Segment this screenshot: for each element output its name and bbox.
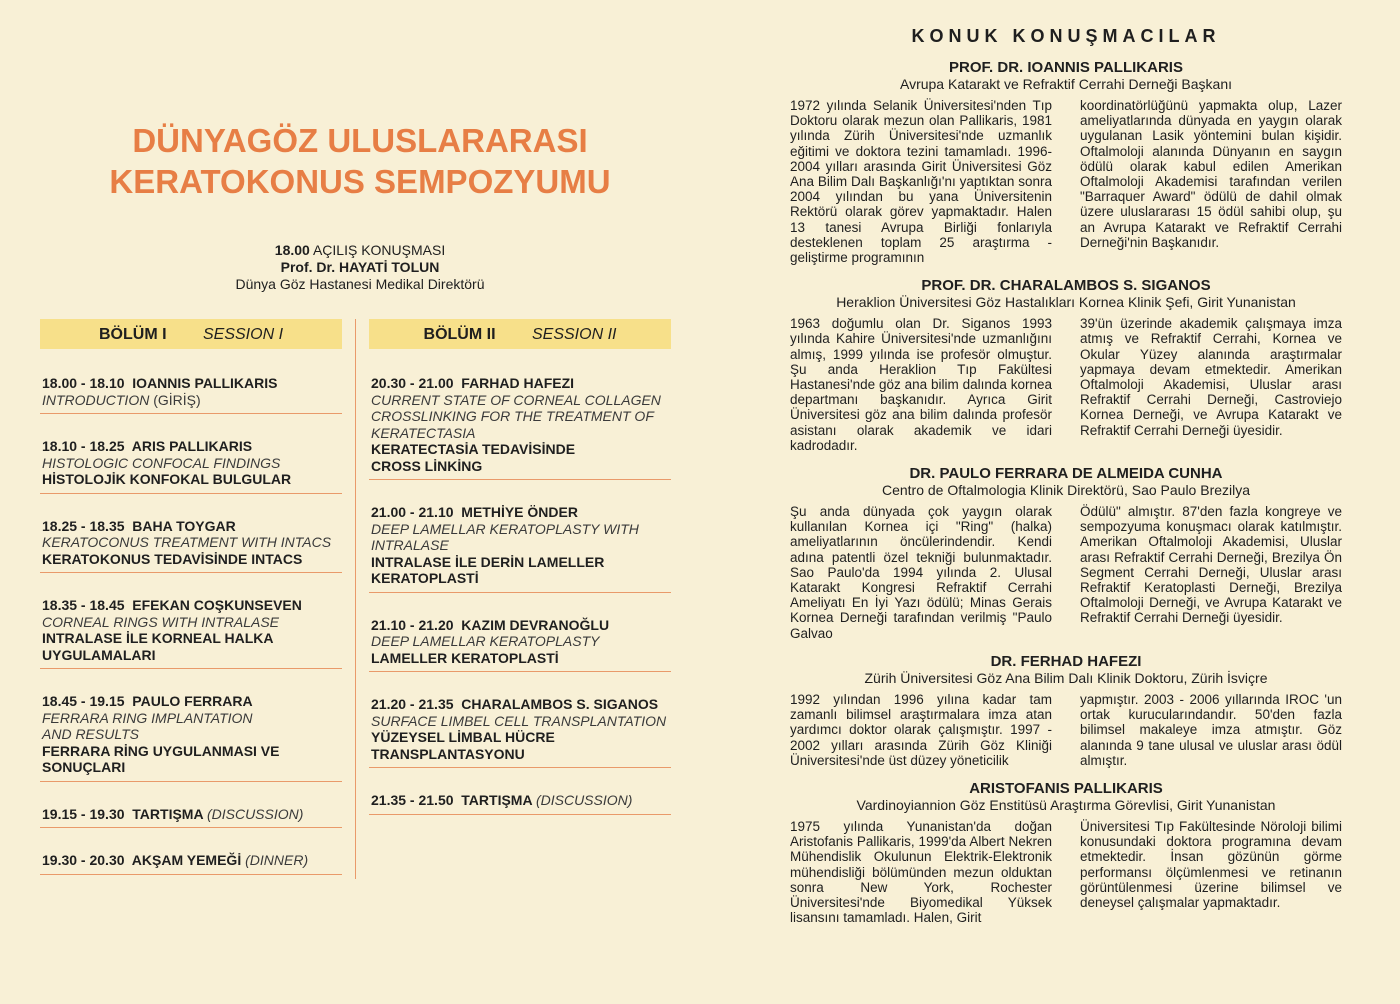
program-item xyxy=(369,696,671,768)
item-heading xyxy=(371,696,669,713)
item-title-tr: INTRALASE İLE KORNEAL HALKA UYGULAMALARI xyxy=(42,630,273,663)
session-1-label: BÖLÜM I xyxy=(98,326,167,343)
program-item xyxy=(369,504,671,593)
speaker-role: Vardinoyiannion Göz Enstitüsü Araştırma Görevlisi, Girit Yunanistan xyxy=(856,796,1276,813)
speaker-bio xyxy=(790,316,1342,453)
item-heading xyxy=(42,438,340,455)
guest-speakers-title: KONUK KONUŞMACILAR xyxy=(911,26,1221,46)
item-heading xyxy=(42,806,340,823)
session-2-label-en: SESSION II xyxy=(531,326,617,343)
item-heading xyxy=(371,792,669,809)
item-speaker: TARTIŞMA xyxy=(461,792,533,808)
title-line-1: DÜNYAGÖZ ULUSLARARASI xyxy=(132,122,588,159)
program-item xyxy=(369,375,671,480)
item-title-tr: KERATOKONUS TEDAVİSİNDE INTACS xyxy=(42,550,303,567)
item-title-en xyxy=(42,392,340,409)
item-title-en-inline: (DINNER) xyxy=(245,852,309,868)
speaker-role: Centro de Oftalmologia Klinik Direktörü, Sao Paulo Brezilya xyxy=(881,482,1251,499)
program-item xyxy=(40,693,342,782)
speaker-bio-right: koordinatörlüğünü yapmakta olup, Lazer ameliyatlarında dünyada en yaygın olarak uygulanan Lasik yöntemini bulan kişidir. Oftalmoloji alanında Dünyanın en saygın ödülü olarak kabul edilen Amerikan Oftalmoloji Akademisi tarafından verilen "Barraquer Award" ödülü de dahil olmak üzere uluslararası 15 ödül sahibi olup, şu an Avrupa Katarakt ve Refraktif Cerrahi Derneği'nin Başkanıdır. xyxy=(1080,98,1342,250)
opening-line xyxy=(180,242,540,259)
item-heading xyxy=(42,852,340,869)
item-speaker: KAZIM DEVRANOĞLU xyxy=(461,616,610,633)
program-item xyxy=(40,518,342,574)
program-item xyxy=(369,792,671,815)
item-speaker: PAULO FERRARA xyxy=(132,693,253,709)
item-time: 21.35 - 21.50 xyxy=(371,792,454,808)
item-heading xyxy=(371,617,669,634)
symposium-title xyxy=(60,120,660,202)
program-item xyxy=(40,597,342,669)
session-2-column xyxy=(369,319,671,839)
item-time: 21.00 - 21.10 xyxy=(371,504,454,520)
item-heading xyxy=(42,518,340,535)
speaker-bio xyxy=(790,692,1342,768)
opening-speaker: Prof. Dr. HAYATİ TOLUN xyxy=(280,259,440,275)
item-speaker: IOANNIS PALLIKARIS xyxy=(132,375,278,391)
item-title-en: HISTOLOGIC CONFOCAL FINDINGS xyxy=(42,454,281,471)
speaker-role: Heraklion Üniversitesi Göz Hastalıkları Kornea Klinik Şefi, Girit Yunanistan xyxy=(836,294,1296,311)
item-title-tr-inline: (GİRİŞ) xyxy=(153,391,201,408)
item-time: 21.10 - 21.20 xyxy=(371,616,454,633)
item-title-tr: HİSTOLOJİK KONFOKAL BULGULAR xyxy=(42,471,292,487)
speaker-bio-left: 1992 yılından 1996 yılına kadar tam zamanlı bilimsel araştırmalara imza atan yardımcı doktor olarak çalışmıştır. 1997 - 2002 yılları arasında Zürih Göz Kliniği Üniversitesi'nde üst düzey yöneticilik xyxy=(790,691,1052,768)
speaker-bio xyxy=(790,819,1342,925)
session-1-column xyxy=(40,319,342,899)
session-2-header xyxy=(369,319,671,349)
item-title-tr: FERRARA RİNG UYGULANMASI VE SONUÇLARI xyxy=(42,742,280,775)
item-time: 19.30 - 20.30 xyxy=(42,852,125,868)
item-time: 19.15 - 19.30 xyxy=(42,805,125,822)
item-title-tr: INTRALASE İLE DERİN LAMELLER KERATOPLASTİ xyxy=(371,553,605,586)
opening-time: 18.00 xyxy=(274,242,310,258)
item-time: 18.45 - 19.15 xyxy=(42,693,125,709)
speaker-bio-right: 39'ün üzerinde akademik çalışmaya imza atmış ve Refraktif Cerrahi, Kornea ve Okular Yüzey alanında araştırmalar yapmaya devam etmektedir. Amerikan Oftalmoloji Akademisi, Uluslar arası Refraktif Cerrahi Derneği, Castroviejo Kornea Derneği, ve Avrupa Katarakt ve Refraktif Cerrahi Derneği üyesidir. xyxy=(1080,316,1342,438)
item-title-en-inline: (DISCUSSION) xyxy=(535,792,633,808)
item-speaker: BAHA TOYGAR xyxy=(132,517,236,534)
session-2-label: BÖLÜM II xyxy=(423,326,496,343)
speaker-bio-left: 1975 yılında Yunanistan'da doğan Aristofanis Pallikaris, 1999'da Albert Nekren Mühendislik Okulunun Elektrik-Elektronik mühendisliği bölümünden mezun olduktan sonra New York, Rochester Üniversitesi'nde Biyomedikal Yüksek lisansını tamamladı. Halen, Girit xyxy=(790,818,1052,926)
speaker-block xyxy=(790,59,1342,265)
title-line-2: KERATOKONUS SEMPOZYUMU xyxy=(109,163,611,200)
speaker-name: ARISTOFANIS PALLIKARIS xyxy=(969,779,1163,797)
item-heading xyxy=(371,375,669,392)
column-divider xyxy=(355,319,356,879)
speaker-name: PROF. DR. IOANNIS PALLIKARIS xyxy=(949,59,1183,76)
session-1-header xyxy=(40,319,342,349)
item-time: 18.35 - 18.45 xyxy=(42,597,125,613)
speaker-bio-left: 1972 yılında Selanik Üniversitesi'nden Tıp Doktoru olarak mezun olan Pallikaris, 1981 yılında Zürih Üniversitesi'nde uzmanlık eğitimi ve doktora tezini tamamladı. 1996-2004 yılları arasında Girit Üniversitesi Göz Ana Bilim Dalı Başkanlığı'nı yaptıktan sonra 2004 yılından bu yana Üniversitenin Rektörü olarak görev yapmaktadır. Halen 13 tanesi Avrupa Birliği fonlarıyla desteklenen toplam 25 araştırma - geliştirme programının xyxy=(790,98,1052,266)
session-1-label-en: SESSION I xyxy=(202,326,284,343)
item-speaker: FARHAD HAFEZI xyxy=(461,375,575,391)
item-heading xyxy=(42,597,340,614)
item-title-tr: YÜZEYSEL LİMBAL HÜCRE TRANSPLANTASYONU xyxy=(371,729,555,762)
speaker-name: PROF. DR. CHARALAMBOS S. SIGANOS xyxy=(921,277,1211,295)
item-title-en-inline: (DISCUSSION) xyxy=(206,805,304,822)
item-heading xyxy=(371,504,669,521)
item-time: 20.30 - 21.00 xyxy=(371,375,454,391)
speaker-bio-left: 1963 doğumlu olan Dr. Siganos 1993 yılında Kahire Üniversitesi'nde uzmanlığını almış, 1999 yılında ise profesör olmuştur. Şu anda Heraklion Tıp Fakültesi Hastanesi'nde göz ana bilim dalında kornea departmanı başkanıdır. Ayrıca Girit Üniversitesi göz ana bilim dalında profesör asistanı olarak akademik ve idari kadrodadır. xyxy=(790,316,1052,453)
speaker-bio-right: Üniversitesi Tıp Fakültesinde Nöroloji bilimi konusundaki doktora programına devam etmektedir. İnsan gözünün görme performansı ölçümlenmesi ve retinanın görüntülenmesi üzerine bilimsel ve deneysel çalışmalar yapmaktadır. xyxy=(1080,818,1342,910)
item-speaker: EFEKAN COŞKUNSEVEN xyxy=(132,597,302,613)
speaker-role: Zürih Üniversitesi Göz Ana Bilim Dalı Klinik Doktoru, Zürih İsviçre xyxy=(864,669,1268,686)
item-title-en: CURRENT STATE OF CORNEAL COLLAGEN CROSSLINKING FOR THE TREATMENT OF KERATECTASIA xyxy=(371,391,661,441)
speaker-block xyxy=(790,465,1342,641)
item-heading xyxy=(42,375,340,392)
item-title-en: DEEP LAMELLAR KERATOPLASTY xyxy=(371,633,600,649)
program-item xyxy=(40,806,342,829)
speaker-block xyxy=(790,277,1342,453)
speaker-bio xyxy=(790,98,1342,265)
program-item xyxy=(40,438,342,494)
item-speaker: AKŞAM YEMEĞİ xyxy=(131,852,242,868)
item-title-en: FERRARA RING IMPLANTATION AND RESULTS xyxy=(42,709,253,742)
item-heading xyxy=(42,693,340,710)
item-time: 18.10 - 18.25 xyxy=(42,438,125,454)
speaker-block xyxy=(790,780,1342,925)
speaker-name: DR. FERHAD HAFEZI xyxy=(990,652,1142,670)
program-item xyxy=(40,375,342,414)
item-time: 18.00 - 18.10 xyxy=(42,375,125,391)
opening-speech xyxy=(180,242,540,293)
guest-speakers-section xyxy=(790,26,1342,937)
item-title-en: DEEP LAMELLAR KERATOPLASTY WITH INTRALASE xyxy=(371,520,639,553)
item-title-en: SURFACE LIMBEL CELL TRANSPLANTATION xyxy=(371,712,667,729)
item-time: 21.20 - 21.35 xyxy=(371,696,454,712)
item-speaker: CHARALAMBOS S. SIGANOS xyxy=(461,696,659,712)
opening-role: Dünya Göz Hastanesi Medikal Direktörü xyxy=(235,276,485,292)
item-title-tr: KERATECTASİA TEDAVİSİNDE CROSS LİNKİNG xyxy=(371,441,576,474)
item-title-en: CORNEAL RINGS WITH INTRALASE xyxy=(42,613,280,630)
opening-label: AÇILIŞ KONUŞMASI xyxy=(312,242,446,258)
item-title-en-text: INTRODUCTION xyxy=(42,391,150,408)
speaker-role: Avrupa Katarakt ve Refraktif Cerrahi Derneği Başkanı xyxy=(899,76,1232,92)
item-title-en: KERATOCONUS TREATMENT WITH INTACS xyxy=(42,534,332,550)
item-speaker: TARTIŞMA xyxy=(132,805,204,822)
speaker-bio-right: yapmıştır. 2003 - 2006 yıllarında IROC 'un ortak kurucularındandır. 50'den fazla bilimsel makaleye imza atmıştır. Göz alanında 9 tane ulusal ve uluslar arası ödül almıştır. xyxy=(1080,691,1342,768)
item-time: 18.25 - 18.35 xyxy=(42,517,125,534)
item-title-tr: LAMELLER KERATOPLASTİ xyxy=(371,649,559,666)
item-speaker: METHİYE ÖNDER xyxy=(461,504,578,520)
speaker-bio-left: Şu anda dünyada çok yaygın olarak kullanılan Kornea içi "Ring" (halka) ameliyatlarının öncülerindendir. Kendi adına patentli özel tekniği bulunmaktadır. Sao Paulo'da 1994 yılında 2. Ulusal Katarakt Kongresi Refraktif Cerrahi Ameliyatı En İyi Yazı ödülü; Minas Gerais Kornea Derneği tarafından verilmiş "Paulo Galvao xyxy=(790,504,1052,641)
program-item xyxy=(369,617,671,673)
speaker-bio-right: Ödülü" almıştır. 87'den fazla kongreye ve sempozyuma konuşmacı olarak katılmıştır. Amerikan Oftalmoloji Akademisi, Uluslar arası Refraktif Cerrahi Derneği, Brezilya Ön Segment Cerrahi Derneği, Uluslar arası Refraktif Keratoplasti Derneği, Brezilya Oftalmoloji Derneği, ve Avrupa Katarakt ve Refraktif Cerrahi Derneği üyesidir. xyxy=(1080,504,1342,626)
speaker-bio xyxy=(790,504,1342,641)
speaker-name: DR. PAULO FERRARA DE ALMEIDA CUNHA xyxy=(909,465,1223,483)
program-item xyxy=(40,852,342,875)
item-speaker: ARIS PALLIKARIS xyxy=(131,438,253,454)
speaker-block xyxy=(790,653,1342,768)
